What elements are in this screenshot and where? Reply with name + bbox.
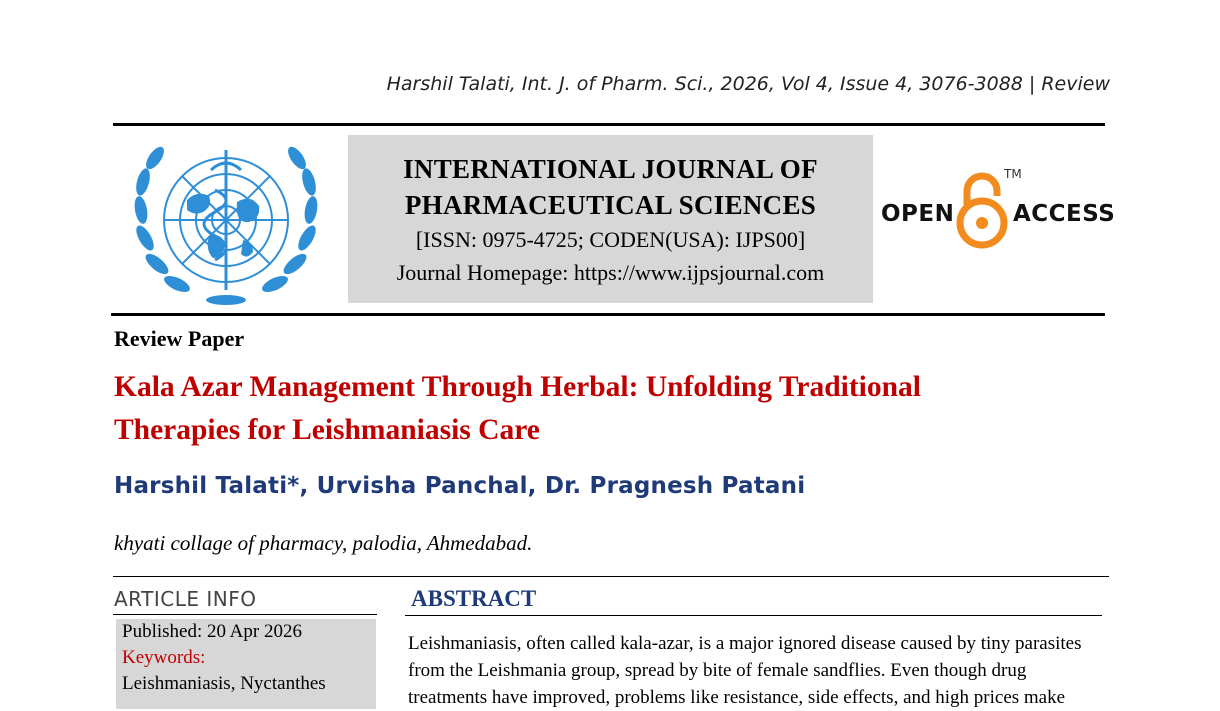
journal-homepage[interactable]: Journal Homepage: https://www.ijpsjournal.com bbox=[396, 260, 825, 285]
article-info-heading: ARTICLE INFO bbox=[114, 587, 257, 611]
open-access-trademark: TM bbox=[1004, 167, 1022, 181]
abstract-line: from the Leishmania group, spread by bite of female sandflies. Even though drug bbox=[408, 660, 1027, 681]
journal-emblem-logo bbox=[127, 140, 325, 308]
journal-title-line2: PHARMACEUTICAL SCIENCES bbox=[404, 190, 817, 220]
article-info-rule bbox=[113, 614, 377, 615]
journal-title-line1: INTERNATIONAL JOURNAL OF bbox=[403, 154, 818, 184]
author-affiliation: khyati collage of pharmacy, palodia, Ahmedabad. bbox=[114, 531, 533, 555]
article-title-line2: Therapies for Leishmaniasis Care bbox=[114, 414, 540, 446]
keywords-value: Leishmaniasis, Nyctanthes bbox=[122, 673, 326, 694]
article-type-label: Review Paper bbox=[114, 326, 245, 351]
article-authors: Harshil Talati*, Urvisha Panchal, Dr. Pragnesh Patani bbox=[114, 473, 806, 499]
keywords-label: Keywords: bbox=[122, 647, 206, 668]
published-date: Published: 20 Apr 2026 bbox=[122, 621, 302, 642]
citation-header: Harshil Talati, Int. J. of Pharm. Sci., 2026, Vol 4, Issue 4, 3076-3088 | Review bbox=[386, 73, 1110, 95]
section-divider-rule bbox=[113, 576, 1109, 577]
abstract-rule bbox=[405, 615, 1102, 616]
open-access-access-label: ACCESS bbox=[1013, 201, 1116, 227]
article-info-box bbox=[116, 619, 376, 709]
abstract-heading: ABSTRACT bbox=[411, 586, 537, 611]
journal-title-box bbox=[348, 135, 873, 303]
abstract-line: treatments have improved, problems like resistance, side effects, and high prices make bbox=[408, 687, 1066, 708]
header-bottom-rule bbox=[111, 313, 1105, 316]
open-access-lock-icon bbox=[954, 165, 1010, 251]
open-access-logo bbox=[880, 165, 1116, 255]
abstract-text bbox=[408, 630, 1105, 711]
article-title bbox=[114, 366, 1074, 452]
header-top-rule bbox=[113, 123, 1105, 126]
abstract-line: Leishmaniasis, often called kala-azar, is a major ignored disease caused by tiny parasites bbox=[408, 633, 1082, 654]
article-title-line1: Kala Azar Management Through Herbal: Unfolding Traditional bbox=[114, 371, 921, 403]
open-access-open-label: OPEN bbox=[881, 201, 955, 227]
journal-issn: [ISSN: 0975-4725; CODEN(USA): IJPS00] bbox=[415, 227, 806, 252]
